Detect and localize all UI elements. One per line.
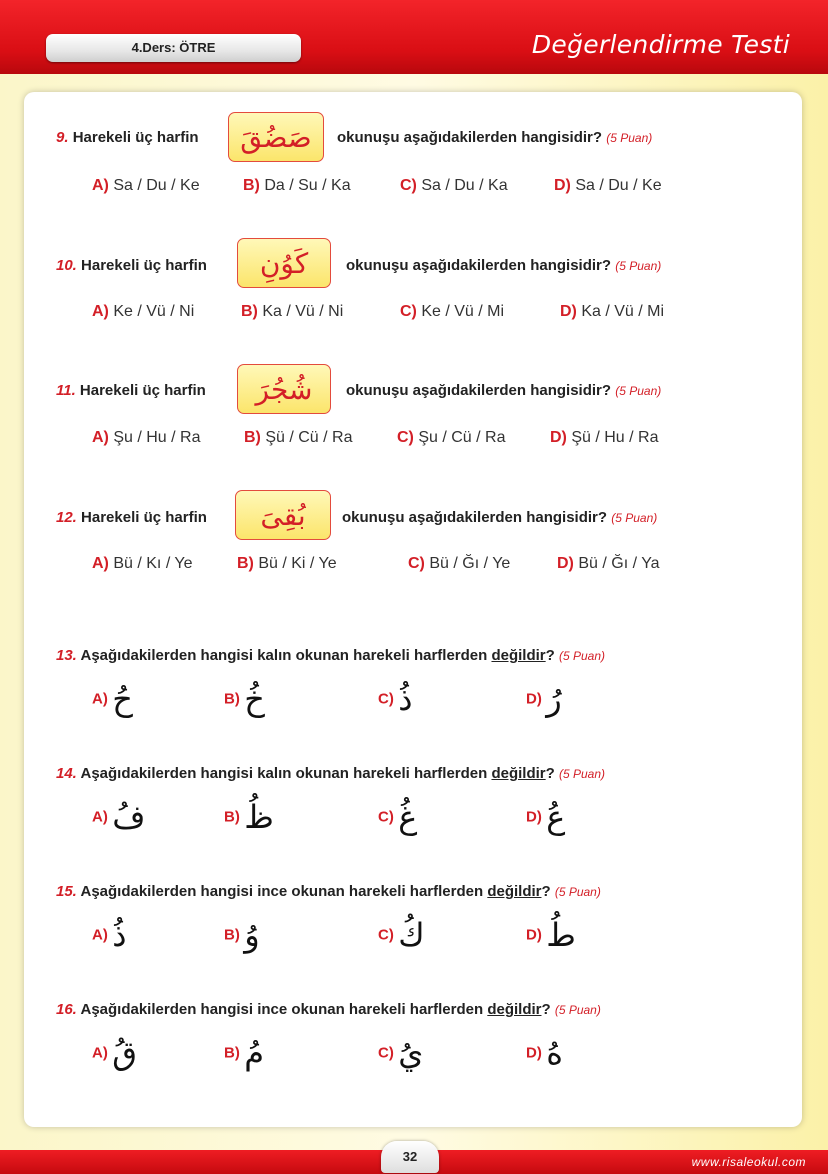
option-15a[interactable]: A) ذُ — [92, 916, 127, 954]
question-10-tail: okunuşu aşağıdakilerden hangisidir? (5 Puan) — [346, 257, 662, 274]
question-card — [24, 92, 802, 1127]
option-12b[interactable]: B) Bü / Ki / Ye — [237, 555, 337, 572]
question-10: 10. Harekeli üç harfin — [56, 257, 207, 274]
arabic-box-10: كَوُنِ — [237, 238, 331, 288]
option-14c[interactable]: C) غُ — [378, 798, 418, 836]
header-bar — [0, 0, 828, 74]
option-16d[interactable]: D) هُ — [526, 1034, 564, 1072]
question-15: 15. Aşağıdakilerden hangisi ince okunan harekeli harflerden değildir? (5 Puan) — [56, 883, 601, 900]
option-9c[interactable]: C) Sa / Du / Ka — [400, 177, 508, 194]
question-14: 14. Aşağıdakilerden hangisi kalın okunan harekeli harflerden değildir? (5 Puan) — [56, 765, 606, 782]
option-15d[interactable]: D) طُ — [526, 916, 576, 954]
arabic-box-9: صَضُقَ — [228, 112, 324, 162]
option-12d[interactable]: D) Bü / Ğı / Ya — [557, 555, 660, 572]
option-13b[interactable]: B) خُ — [224, 680, 265, 718]
option-10a[interactable]: A) Ke / Vü / Ni — [92, 303, 195, 320]
arabic-box-12: بُقِىَ — [235, 490, 331, 540]
arabic-box-11: شُجُرَ — [237, 364, 331, 414]
option-15c[interactable]: C) كُ — [378, 916, 425, 954]
page-title: Değerlendirme Testi — [531, 30, 790, 59]
option-13c[interactable]: C) ذُ — [378, 680, 413, 718]
question-11-tail: okunuşu aşağıdakilerden hangisidir? (5 Puan) — [346, 382, 662, 399]
option-11b[interactable]: B) Şü / Cü / Ra — [244, 429, 353, 446]
option-16a[interactable]: A) قُ — [92, 1034, 138, 1072]
question-12: 12. Harekeli üç harfin — [56, 509, 207, 526]
option-10d[interactable]: D) Ka / Vü / Mi — [560, 303, 665, 320]
option-11d[interactable]: D) Şü / Hu / Ra — [550, 429, 659, 446]
option-16c[interactable]: C) يُ — [378, 1034, 424, 1072]
option-10c[interactable]: C) Ke / Vü / Mi — [400, 303, 505, 320]
option-12a[interactable]: A) Bü / Kı / Ye — [92, 555, 193, 572]
option-14a[interactable]: A) فُ — [92, 798, 146, 836]
option-12c[interactable]: C) Bü / Ğı / Ye — [408, 555, 511, 572]
website-link[interactable]: www.risaleokul.com — [691, 1155, 806, 1169]
option-11a[interactable]: A) Şu / Hu / Ra — [92, 429, 201, 446]
question-16: 16. Aşağıdakilerden hangisi ince okunan harekeli harflerden değildir? (5 Puan) — [56, 1001, 601, 1018]
option-15b[interactable]: B) وُ — [224, 916, 260, 954]
option-16b[interactable]: B) مُ — [224, 1034, 265, 1072]
option-14d[interactable]: D) عُ — [526, 798, 566, 836]
option-14b[interactable]: B) ظُ — [224, 798, 274, 836]
option-9a[interactable]: A) Sa / Du / Ke — [92, 177, 200, 194]
question-13: 13. Aşağıdakilerden hangisi kalın okunan harekeli harflerden değildir? (5 Puan) — [56, 647, 606, 664]
option-10b[interactable]: B) Ka / Vü / Ni — [241, 303, 344, 320]
option-11c[interactable]: C) Şu / Cü / Ra — [397, 429, 506, 446]
question-12-tail: okunuşu aşağıdakilerden hangisidir? (5 Puan) — [342, 509, 658, 526]
question-9-tail: okunuşu aşağıdakilerden hangisidir? (5 Puan) — [337, 129, 653, 146]
option-9b[interactable]: B) Da / Su / Ka — [243, 177, 351, 194]
page-number: 32 — [381, 1141, 439, 1173]
option-13a[interactable]: A) حُ — [92, 680, 133, 718]
question-9: 9. Harekeli üç harfin — [56, 129, 199, 146]
lesson-label: 4.Ders: ÖTRE — [46, 34, 301, 62]
option-13d[interactable]: D) رُ — [526, 680, 562, 718]
option-9d[interactable]: D) Sa / Du / Ke — [554, 177, 662, 194]
question-11: 11. Harekeli üç harfin — [56, 382, 206, 399]
